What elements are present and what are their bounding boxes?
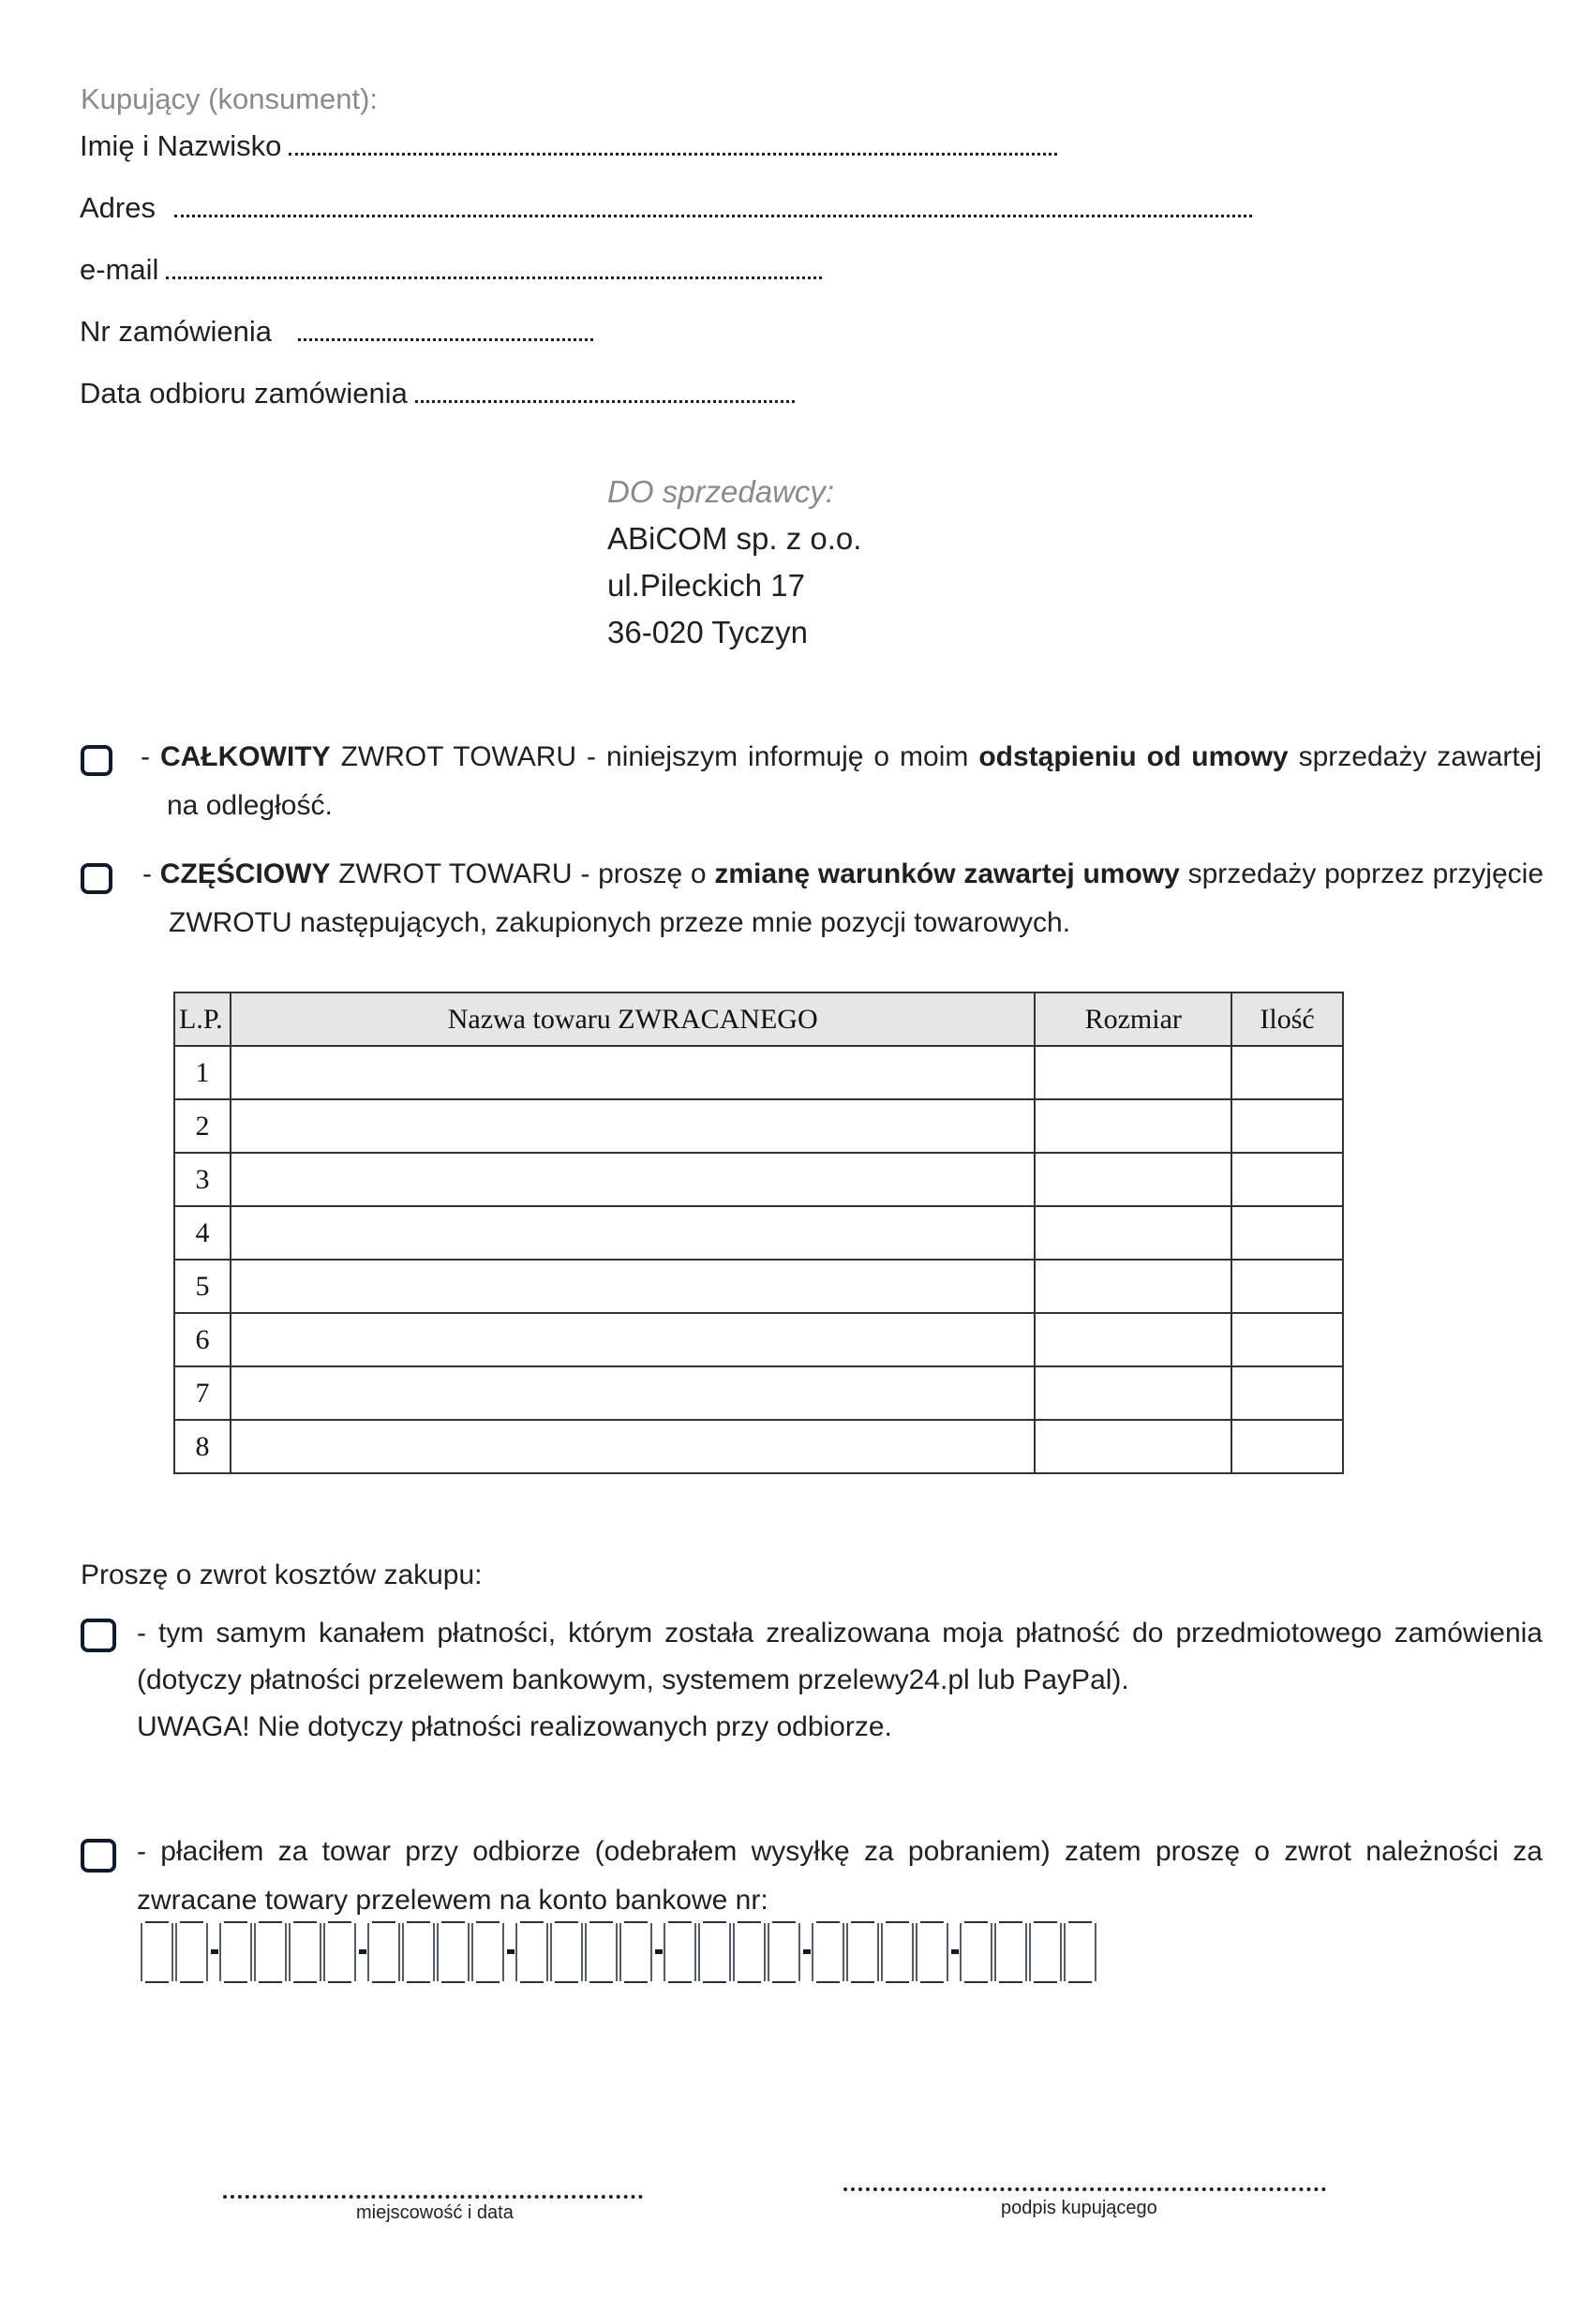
size-cell[interactable]	[1035, 1260, 1231, 1313]
fill-line	[289, 153, 1057, 156]
table-row	[174, 1206, 1343, 1260]
fill-line	[298, 338, 593, 341]
quantity-cell[interactable]	[1231, 1313, 1343, 1366]
refund-bank-transfer-text	[137, 1828, 1543, 1925]
size-cell[interactable]	[1035, 1099, 1231, 1153]
account-digit-box[interactable]	[402, 1923, 435, 1981]
header-quantity: Ilość	[1231, 992, 1343, 1046]
account-group-separator	[210, 1923, 219, 1983]
row-number: 5	[174, 1260, 231, 1313]
item-name-cell[interactable]	[231, 1260, 1035, 1313]
account-group-separator	[506, 1923, 515, 1983]
field-label: Nr zamówienia	[80, 315, 273, 348]
bold-phrase: odstąpieniu od umowy	[978, 741, 1289, 772]
quantity-cell[interactable]	[1231, 1366, 1343, 1420]
text: sprzedaży zawartej na odległość.	[167, 741, 1543, 821]
account-digit-box[interactable]	[141, 1923, 173, 1981]
account-digit-box[interactable]	[471, 1923, 504, 1981]
row-number: 7	[174, 1366, 231, 1420]
signature-line[interactable]	[843, 2187, 1326, 2191]
place-date-label: miejscowość i data	[356, 2202, 514, 2223]
field-address[interactable]	[80, 191, 1252, 225]
seller-street: ul.Pileckich 17	[607, 568, 805, 603]
full-return-bold-label: CAŁKOWITY	[159, 741, 331, 772]
refund-same-channel-checkbox[interactable]	[81, 1619, 116, 1652]
quantity-cell[interactable]	[1231, 1099, 1343, 1153]
size-cell[interactable]	[1035, 1313, 1231, 1366]
text: sprzedaży poprzez przyjęcie ZWROTU następujących, zakupionych przeze mnie pozycji towarowych.	[169, 858, 1544, 938]
table-row	[174, 1313, 1343, 1366]
partial-return-text	[142, 850, 1544, 948]
account-digit-box[interactable]	[698, 1923, 731, 1981]
account-digit-box[interactable]	[219, 1923, 252, 1981]
account-digit-box[interactable]	[550, 1923, 583, 1981]
size-cell[interactable]	[1035, 1153, 1231, 1206]
account-digit-box[interactable]	[916, 1923, 948, 1981]
account-digit-box[interactable]	[254, 1923, 287, 1981]
account-digit-box[interactable]	[664, 1923, 696, 1981]
account-group-separator	[950, 1923, 960, 1983]
refund-same-channel-text	[137, 1610, 1543, 1751]
quantity-cell[interactable]	[1231, 1046, 1343, 1099]
account-digit-box[interactable]	[175, 1923, 208, 1981]
table-row	[174, 1420, 1343, 1473]
bold-phrase: zmianę warunków zawartej umowy	[714, 858, 1180, 889]
item-name-cell[interactable]	[231, 1420, 1035, 1473]
quantity-cell[interactable]	[1231, 1420, 1343, 1473]
warning-text: UWAGA! Nie dotyczy płatności realizowanych przy odbiorze.	[137, 1711, 892, 1742]
item-name-cell[interactable]	[231, 1206, 1035, 1260]
field-label: Imię i Nazwisko	[80, 129, 282, 162]
fill-line	[174, 215, 1252, 217]
quantity-cell[interactable]	[1231, 1206, 1343, 1260]
text: - tym samym kanałem płatności, którym została zrealizowana moja płatność do przedmiotowego zamówienia (dotyczy płatności przelewem bankowym, systemem przelewy24.pl lub PayPal).	[137, 1618, 1543, 1695]
field-label: Data odbioru zamówienia	[80, 377, 408, 410]
account-digit-box[interactable]	[846, 1923, 879, 1981]
account-group-separator	[358, 1923, 367, 1983]
seller-title: DO sprzedawcy:	[607, 474, 835, 509]
account-digit-box[interactable]	[960, 1923, 992, 1981]
table-row	[174, 1099, 1343, 1153]
account-digit-box[interactable]	[323, 1923, 356, 1981]
size-cell[interactable]	[1035, 1206, 1231, 1260]
bank-account-number-input[interactable]	[141, 1923, 1098, 1983]
account-digit-box[interactable]	[515, 1923, 548, 1981]
text: ZWROT TOWARU - niniejszym informuję o moim	[330, 741, 979, 772]
bullet-dash: -	[142, 858, 160, 889]
size-cell[interactable]	[1035, 1420, 1231, 1473]
field-label: Adres	[80, 191, 156, 224]
fill-line	[415, 400, 795, 403]
account-digit-box[interactable]	[289, 1923, 321, 1981]
field-order-number[interactable]	[80, 315, 593, 349]
partial-return-checkbox[interactable]	[81, 863, 112, 894]
place-date-line[interactable]	[223, 2195, 643, 2199]
field-email[interactable]	[80, 253, 822, 287]
account-digit-box[interactable]	[437, 1923, 470, 1981]
table-row	[174, 1366, 1343, 1420]
header-size: Rozmiar	[1035, 992, 1231, 1046]
account-digit-box[interactable]	[812, 1923, 844, 1981]
item-name-cell[interactable]	[231, 1153, 1035, 1206]
account-digit-box[interactable]	[619, 1923, 652, 1981]
account-digit-box[interactable]	[994, 1923, 1027, 1981]
bullet-dash: -	[141, 741, 160, 772]
text: - płaciłem za towar przy odbiorze (odebrałem wysyłkę za pobraniem) zatem proszę o zwrot należności za zwracane towary przelewem na konto bankowe nr:	[137, 1836, 1543, 1916]
refund-bank-transfer-checkbox[interactable]	[81, 1839, 116, 1873]
field-pickup-date[interactable]	[80, 377, 795, 410]
row-number: 8	[174, 1420, 231, 1473]
header-lp: L.P.	[174, 992, 231, 1046]
account-group-separator	[654, 1923, 664, 1983]
item-name-cell[interactable]	[231, 1313, 1035, 1366]
full-return-text	[141, 733, 1542, 830]
table-header-row	[174, 992, 1343, 1046]
seller-company: ABiCOM sp. z o.o.	[607, 521, 862, 556]
account-digit-box[interactable]	[881, 1923, 914, 1981]
seller-city: 36-020 Tyczyn	[607, 615, 809, 649]
row-number: 3	[174, 1153, 231, 1206]
account-digit-box[interactable]	[768, 1923, 800, 1981]
account-digit-box[interactable]	[585, 1923, 618, 1981]
signature-label: podpis kupującego	[1001, 2198, 1157, 2218]
fill-line	[166, 276, 822, 279]
account-digit-box[interactable]	[733, 1923, 766, 1981]
account-digit-box[interactable]	[367, 1923, 400, 1981]
item-name-cell[interactable]	[231, 1046, 1035, 1099]
field-full-name[interactable]	[80, 129, 1057, 163]
account-digit-box[interactable]	[1029, 1923, 1062, 1981]
field-label: e-mail	[80, 253, 159, 286]
table-row	[174, 1260, 1343, 1313]
quantity-cell[interactable]	[1231, 1153, 1343, 1206]
table-row	[174, 1046, 1343, 1099]
account-group-separator	[802, 1923, 812, 1983]
buyer-section-title: Kupujący (konsument):	[81, 82, 379, 115]
header-item-name: Nazwa towaru ZWRACANEGO	[231, 992, 1035, 1046]
row-number: 6	[174, 1313, 231, 1366]
quantity-cell[interactable]	[1231, 1260, 1343, 1313]
account-digit-box[interactable]	[1064, 1923, 1096, 1981]
table-row	[174, 1153, 1343, 1206]
size-cell[interactable]	[1035, 1046, 1231, 1099]
row-number: 2	[174, 1099, 231, 1153]
full-return-checkbox[interactable]	[81, 745, 112, 776]
row-number: 4	[174, 1206, 231, 1260]
returned-items-table	[173, 992, 1344, 1474]
item-name-cell[interactable]	[231, 1366, 1035, 1420]
refund-section-title: Proszę o zwrot kosztów zakupu:	[81, 1559, 483, 1590]
size-cell[interactable]	[1035, 1366, 1231, 1420]
item-name-cell[interactable]	[231, 1099, 1035, 1153]
partial-return-bold-label: CZĘŚCIOWY	[159, 858, 331, 889]
row-number: 1	[174, 1046, 231, 1099]
text: ZWROT TOWARU - proszę o	[330, 858, 715, 889]
